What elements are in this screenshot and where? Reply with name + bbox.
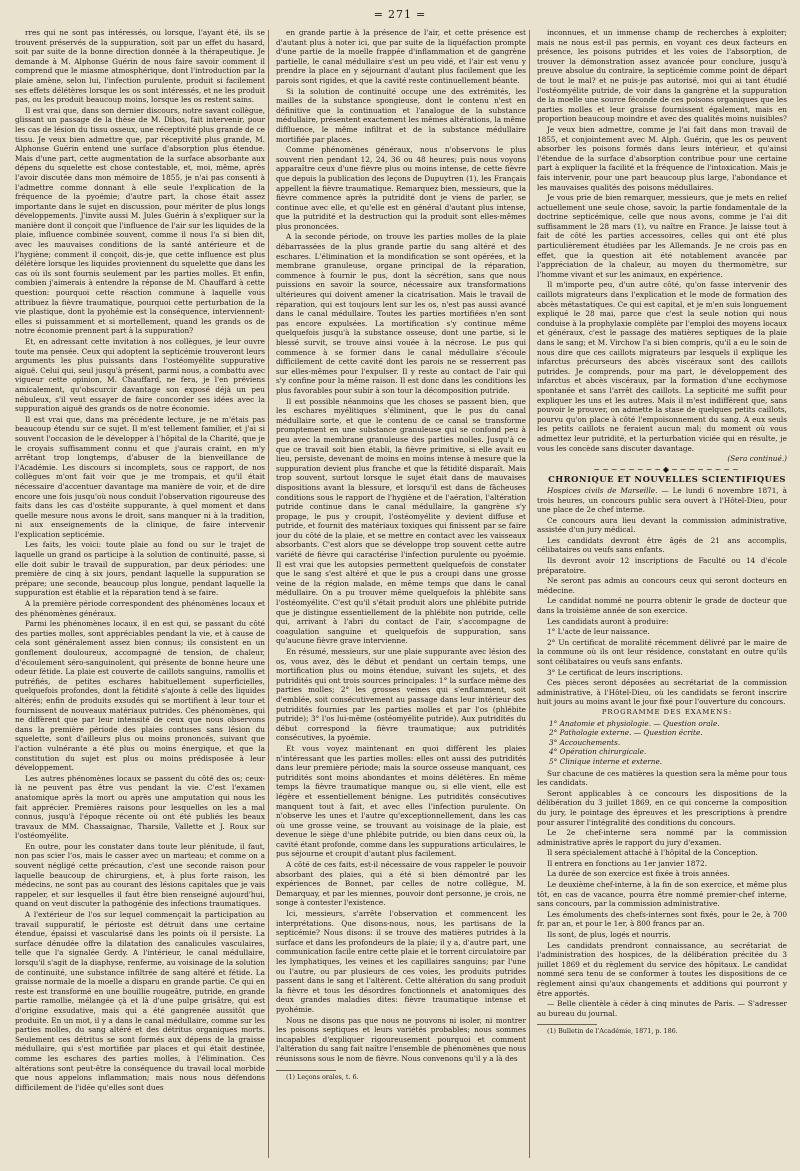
body-paragraph: Ne seront pas admis au concours ceux qui seront docteurs en médecine. xyxy=(537,576,787,595)
news-lead-title: Hospices civils de Marseille. xyxy=(547,485,658,495)
news-lead-text: — Le lundi 6 novembre 1871, à trois heures, un concours public sera ouvert à l'Hôtel-Dieu, pour une place de 2e chef interne. xyxy=(537,485,787,515)
body-paragraph: Les candidats auront à produire: xyxy=(547,616,669,626)
news-lead-paragraph xyxy=(537,486,787,515)
body-paragraph: Ces pièces seront déposées au secrétariat de la commission administrative, à l'Hôtel-Dieu, où les candidats se feront inscrire huit jours au moins avant le jour fixé pour l'ouverture du concours. xyxy=(537,678,787,707)
ornament-divider: ~~~~~~~~◆~~~~~~~~ xyxy=(593,464,741,474)
body-paragraph: Seront applicables à ce concours les dispositions de la délibération du 3 juillet 1869, en ce qui concerne la composition du jury, le pointage des épreuves et les prescriptions à prendre pour assurer l'intégralité des conditions du concours. xyxy=(537,788,787,827)
body-paragraph: En résumé, messieurs, sur une plaie suppurante avec lésion des os, vous avez, dès le début et pendant un certain temps, une mortification plus ou moins étendue, suivant les sujets, et des putridités qui ont trois sources principales: 1° la surface même des parties molles; 2° les grosses veines qui s'enflamment, soit d'emblée, soit consécutivement au passage dans leur intérieur des putridités fournies par les parties molles et par l'os (phlébite putride); 3° l'os lui-même (ostéomyélite putride). Aux putridités du début correspond la fièvre traumatique; aux putridités consécutives, la pyoémie. xyxy=(276,647,526,743)
column-divider xyxy=(268,30,269,1158)
continued-note: (Sera continué.) xyxy=(727,454,787,464)
body-paragraph: Ils sont, de plus, logés et nourris. xyxy=(547,930,671,940)
body-paragraph: Ce concours aura lieu devant la commission administrative, assistée d'un jury médical. xyxy=(537,515,787,535)
exam-list xyxy=(549,719,787,767)
section-title: CHRONIQUE ET NOUVELLES SCIENTIFIQUES xyxy=(548,474,786,485)
body-paragraph: Ils devront avoir 12 inscriptions de Faculté ou 14 d'école préparatoire. xyxy=(537,556,787,575)
footnote-rule xyxy=(276,1070,336,1071)
exam-item: 3° Accouchements. xyxy=(549,737,621,747)
body-paragraph: rres qui ne sont pas intéressés, ou lorsque, l'ayant été, ils se trouvent préservés de la suppuration, soit par un effet du hasard, soit par suite de la bonne direction donnée à la thérapeutique. Je demande à M. Alphonse Guérin de nous faire savoir comment il comprend que le miasme atmosphérique, dont l'introduction par la plaie amène, selon lui, l'infection purulente, produit si facilement ses effets délétères lorsque les os sont intéressés, et ne les produit pas, ou les produit beaucoup moins, lorsque les os restent sains. xyxy=(15,28,265,105)
body-paragraph: Les émoluments des chefs-internes sont fixés, pour le 2e, à 700 fr. par an, et pour le 1er, à 800 francs par an. xyxy=(537,909,787,929)
body-paragraph: Le candidat nommé ne pourra obtenir le grade de docteur que dans la troisième année de son exercice. xyxy=(537,596,787,616)
body-paragraph: La durée de son exercice est fixée à trois années. xyxy=(547,869,730,879)
exam-item: 1° Anatomie et physiologie. — Question orale. xyxy=(549,718,720,728)
body-paragraph: Nous ne disons pas que nous ne pouvons ni isoler, ni montrer les poisons septiques et leurs variétés probables; nous sommes incapables d'expliquer rigoureusement pourquoi et comment l'altération du sang fait naître l'ensemble de phénomènes que nous réunissons sous le nom de fièvre. Nous convenons qu'il y a là des xyxy=(276,1015,526,1063)
body-paragraph: Et vous voyez maintenant en quoi diffèrent les plaies n'intéressant que les parties molles: elles ont aussi des putridités dans leur première période; mais la source osseuse manquant, ces putridités sont moins abondantes et moins délétères. En même temps la fièvre traumatique manque ou, si elle vient, elle est légère et essentiellement bénigne. Les putridités consécutives manquent tout à fait, et avec elles l'infection purulente. On n'observe les unes et l'autre qu'exceptionnellement, dans les cas où une grosse veine, se trouvant au voisinage de la plaie, est devenue le siège d'une phlébite putride, ou bien dans ceux où, la cavité étant profonde, comme dans les suppurations articulaires, le pus séjourne et croupit d'autant plus facilement. xyxy=(276,743,526,859)
body-paragraph: Les candidats prendront connaissance, au secrétariat de l'administration des hospices, de la délibération précitée du 3 juillet 1869 et du règlement du service des hôpitaux. Le candidat nommé sera tenu de se conformer à toutes les dispositions de ce règlement ainsi qu'aux changements et additions qui pourront y être apportés. xyxy=(537,940,787,998)
body-paragraph: — Belle clientèle à céder à cinq minutes de Paris. — S'adresser au bureau du journal. xyxy=(537,999,787,1018)
exam-item: 2° Pathologie externe. — Question écrite. xyxy=(549,728,703,738)
body-paragraph: A l'extérieur de l'os sur lequel commençait la participation au travail suppuratif, le périoste est détruit dans une certaine étendue, épaissi et vascularisé dans les points où il persiste. La surface dénudée offre la dilatation des canalicules vasculaires, telle que l'a signalée Gerdy. A l'intérieur, le canal médullaire, lorsqu'il s'agit de la diaphyse, renferme, au voisinage de la solution de continuité, une substance infiltrée de sang altéré et fétide. La graisse normale de la moelle a disparu en grande partie. Ce qui en reste est transformé en une bouillie rougeâtre, putride, en grande partie ramollie, mélangée çà et là d'une pulpe grisâtre, qui est d'origine exsudative, mais qui a été gangrenée aussitôt que produite. En un mot, il y a dans le canal médullaire, comme sur les parties molles, du sang altéré et des détritus organiques morts. Seulement ces détritus se sont formés aux dépens de la graisse médullaire, qui s'est mortifiée par places et qui était destinée, comme les eschares des parties molles, à l'élimination. Ces altérations sont peut-être la conséquence du travail local morbide que nous appelons inflammation; mais nous nous défendons difficilement de l'idée qu'elles sont dues xyxy=(15,910,265,1092)
body-paragraph: Les candidats devront être âgés de 21 ans accomplis, célibataires ou veufs sans enfants. xyxy=(537,535,787,555)
body-paragraph: Et, en adressant cette invitation à nos collègues, je leur ouvre toute ma pensée. Ceux qui adoptent la septicémie trouveront leurs arguments les plus puissants dans l'ostéomyélite suppurative aiguë. Celui qui, seul jusqu'à présent, parmi nous, a combattu avec vigueur cette opinion, M. Chauffard, ne fera, je l'en préviens amicalement, qu'obscurcir davantage son exposé déjà un peu nébuleux, s'il veut essayer de faire concorder ses idées avec la suppuration aiguë des grands os de notre économie. xyxy=(15,337,265,414)
column-middle xyxy=(276,28,526,1160)
column-left xyxy=(15,28,265,1160)
body-paragraph: en grande partie à la présence de l'air, et cette présence est d'autant plus à noter ici, que par suite de la liquéfaction prompte d'une partie de la moelle frappée d'inflammation et de gangrène partielle, le canal médullaire s'est un peu vidé, et l'air est venu y prendre la place en y séjournant d'autant plus facilement que les parois sont rigides, et que la cavité reste continuellement béante. xyxy=(276,28,526,85)
body-paragraph: Il est vrai que, dans ma précédente lecture, je ne m'étais pas beaucoup étendu sur ce sujet. Il m'est tellement familier, et j'ai si souvent l'occasion de le développer à l'hôpital de la Charité, que je le croyais suffisamment connu et que j'aurais craint, en m'y arrêtant trop longtemps, d'abuser de la bienveillance de l'Académie. Les discours si incomplets, sous ce rapport, de nos collègues m'ont fait voir que je me trompais, et qu'il était nécessaire d'accentuer davantage ma manière de voir, et de dire encore une fois jusqu'où nous conduit l'observation rigoureuse des faits dans les cas d'ostéite suppurante, à quel moment et dans quelle mesure nous avons le droit, sans manquer ni à la tradition, ni aux enseignements de la clinique, de faire intervenir l'explication septicémie. xyxy=(15,414,265,539)
body-paragraph: En outre, pour les constater dans toute leur plénitude, il faut, non pas scier l'os, mais le casser avec un marteau; et comme on a souvent négligé cette précaution, c'est une seconde raison pour laquelle beaucoup de chirurgiens, et, à plus forte raison, les médecins, ne sont pas au courant des lésions capitales que je vais rappeler, et sur lesquelles il faut être bien renseigné aujourd'hui, quand on veut discuter la pathogénie des infections traumatiques. xyxy=(15,841,265,909)
body-paragraph: 3° Le certificat de leurs inscriptions. xyxy=(547,667,683,677)
body-paragraph: Le 2e chef-interne sera nommé par la commission administrative après le rapport du jury d'examen. xyxy=(537,828,787,847)
exam-item: 5° Clinique interne et externe. xyxy=(549,756,663,766)
body-paragraph: Il sera spécialement attaché à l'hôpital de la Conception. xyxy=(547,848,758,858)
body-paragraph: Si la solution de continuité occupe une des extrémités, les mailles de la substance spongieuse, dont le contenu n'est en définitive que la continuation et l'analogue de la substance médullaire, présentent exactement les mêmes altérations, la même diffluence, le même infiltrat et de la substance médullaire mortifiée par places. xyxy=(276,86,526,144)
body-paragraph: A la première période correspondent des phénomènes locaux et des phénomènes généraux. xyxy=(15,599,265,618)
body-paragraph: Les faits, les voici: toute plaie au fond ou sur le trajet de laquelle un grand os participe à la solution de continuité, passe, si elle doit subir le travail de suppuration, par deux périodes: une première de cinq à six jours, pendant laquelle la suppuration se prépare; une seconde, beaucoup plus longue, pendant laquelle la suppuration est établie et la réparation tend à se faire. xyxy=(15,540,265,598)
body-paragraph: A côté de ces faits, est-il nécessaire de vous rappeler le pouvoir absorbant des plaies, qui a été si bien démontré par les expériences de Bonnet, par celles de notre collègue, M. Demarquay, et par les miennes, pouvoir dont personne, je crois, ne songe à contester l'existence. xyxy=(276,860,526,908)
exam-item: 4° Opération chirurgicale. xyxy=(549,747,647,757)
body-paragraph: Comme phénomènes généraux, nous n'observons le plus souvent rien pendant 12, 24, 36 ou 48 heures; puis nous voyons apparaître ceux d'une fièvre plus ou moins intense, de cette fièvre que depuis la publication des leçons de Dupuytren (1), les Français appellent la fièvre traumatique. Remarquez bien, messieurs, que la fièvre commence après la putridité dont je viens de parler, se continue avec elle, et qu'elle est en général d'autant plus intense, que la putridité et la destruction qui la produit sont elles-mêmes plus prononcées. xyxy=(276,145,526,231)
column-divider xyxy=(529,30,530,1158)
exam-program-title: PROGRAMME DES EXAMENS: xyxy=(601,707,733,716)
footnote: (1) Bulletin de l'Académie, 1871, p. 186. xyxy=(547,1027,678,1036)
footnote: (1) Leçons orales, t. 6. xyxy=(286,1072,359,1081)
body-paragraph: Je vous prie de bien remarquer, messieurs, que je mets en relief actuellement une seule chose, savoir, la partie fondamentale de la doctrine septicémique, celle que nous avons, comme je l'ai dit suffisamment le 28 mars (1), vu naître en France. Je laisse tout à fait de côté les parties accessoires, celles qui ont été plus particulièrement étudiées par les Allemands. Je ne crois pas en effet, que la question ait été notablement avancée par l'appréciation de la chaleur, au moyen du thermomètre, sur l'homme vivant et sur les animaux, en expérience. xyxy=(537,193,787,279)
footnote-rule xyxy=(537,1024,597,1025)
body-paragraph: Il entrera en fonctions au 1er janvier 1872. xyxy=(547,858,708,868)
column-right xyxy=(537,28,787,1160)
page-number: = 271 = xyxy=(0,8,800,21)
body-paragraph: Les autres phénomènes locaux se passent du côté des os; ceux-là ne peuvent pas être vus pendant la vie. C'est l'examen anatomique après la mort ou après une amputation qui nous les fait apprécier. Premières raisons pour lesquelles on les a mal connus, jusqu'à l'époque récente où ont été publiés les beaux travaux de MM. Chassaignac, Tharsile, Vallette et J. Roux sur l'ostéomyélite. xyxy=(15,773,265,841)
body-paragraph: 1° L'acte de leur naissance. xyxy=(547,627,650,637)
body-paragraph: Parmi les phénomènes locaux, il en est qui, se passant du côté des parties molles, sont appréciables pendant la vie, et à cause de cela sont généralement assez bien connus; ils consistent en un gonflement douloureux, accompagné de tension, de chaleur, d'écoulement séro-sanguinolent, qui présente de bonne heure une odeur fétide. La plaie est couverte de caillots sanguins, ramollis et putréfiés, de petites eschares habituellement superficielles, quelquefois profondes, dont la fétidité s'ajoute à celle des liquides altérés; enfin de produits exsudés qui se mortifient à leur tour et fournissent de nouveaux matériaux putrides. Ces phénomènes, qui ne diffèrent que par leur intensité de ceux que nous observons dans la première période des plaies contuses sans lésion du squelette, sont d'ailleurs plus ou moins prononcés, suivant que l'action vulnérante a été plus ou moins énergique, et que la constitution du sujet est plus ou moins prédisposée à leur développement. xyxy=(15,619,265,773)
body-paragraph: A la seconde période, on trouve les parties molles de la plaie débarrassées de la plus grande partie du sang altéré et des eschares. L'élimination et la mondification se sont opérées, et la membrane granuleuse, organe principal de la réparation, commence à fournir le pus, dont la sécrétion, sans que nous puissions en savoir la source, nécessaire aux transformations ultérieures qui doivent amener la cicatrisation. Mais le travail de réparation, qui est toujours lent sur les os, n'est pas aussi avancé dans le canal médullaire. Toutes les parties mortifiées n'en sont pas encore expulsées. La mortification s'y continue même quelquefois jusqu'à la substance osseuse, dont une partie, si le blessé survit, se trouve ainsi vouée à la nécrose. Le pus qui commence à se former dans le canal médullaire s'écoule difficilement de cette cavité dont les parois ne se resserrent pas sur elles-mêmes pour l'expulser. Il y reste au contact de l'air qui s'y confine pour la même raison. Il est donc dans les conditions les plus favorables pour subir à son tour la décomposition putride. xyxy=(276,232,526,395)
body-paragraph: Je veux bien admettre, comme je l'ai fait dans mon travail de 1855, et conjointement avec M. Alph. Guérin, que les os peuvent absorber les poisons formés dans leurs intérieur, et qu'ainsi l'étendue de la surface d'absorption contribue pour une certaine part à expliquer la facilité et la fréquence de l'intoxication. Mais je fais intervenir, pour une part beaucoup plus large, l'abondance et les mauvaises qualités des poisons médullaires. xyxy=(537,124,787,192)
body-paragraph: Sur chacune de ces matières la question sera la même pour tous les candidats. xyxy=(537,768,787,788)
body-paragraph: Il est vrai que, dans son dernier discours, notre savant collègue, glissant un passage de la thèse de M. Dibos, fait intervenir, pour les cas de lésion du tissu osseux, une réceptivité plus grande de ce tissu. Je veux bien admettre que, par réceptivité plus grande, M. Alphonse Guérin entend une surface d'absorption plus étendue. Mais d'une part, cette augmentation de la surface absorbante aux dépens du squelette est chose contestable, et, moi, même, après l'avoir discutée dans mon mémoire de 1855, je n'ai pas consenti à l'admettre comme donnant à elle seule l'explication de la fréquence de la pyoémie; d'autre part, la chose était assez importante dans le sujet en discussion, pour mériter de plus longs développements. J'invite aussi M. Jules Guérin à s'expliquer sur la manière dont il conçoit que l'influence de l'air sur les liquides de la plaie, influence combinée souvent, comme il nous l'a si bien dit, avec les mauvaises conditions de la santé antérieure et de l'hygiène; comment il conçoit, dis-je, que cette influence est plus délétère lorsque les liquides proviennent du squelette que dans les cas où ils sont fournis seulement par les parties molles. Et enfin, combien j'aimerais à entendre la réponse de M. Chauffard à cette question: pourquoi cette réaction commune à laquelle vous attribuez la fièvre traumatique, pourquoi cette perturbation de la vie plastique, dont la pyohémie est la conséquence, interviennent-elles si puissamment et si mortellement, quand les grands os de notre économie prennent part à la suppuration? xyxy=(15,105,265,336)
body-paragraph: 2° Un certificat de moralité récemment délivré par le maire de la commune où ils ont leur résidence, constatant en outre qu'ils sont célibataires ou veufs sans enfants. xyxy=(537,637,787,666)
body-paragraph: inconnues, et un immense champ de recherches à exploiter; mais ne nous est-il pas permis, en voyant ces deux facteurs en présence, les poisons putrides et les voies de l'absorption, de trouver la démonstration assez avancée pour conclure, jusqu'à preuve absolue du contraire, la septicémie comme point de départ de tout le mal? et ne puis-je pas autorisé, moi qui ai tant étudié l'ostéomyélite putride, de voir dans la gangrène et la suppuration de la moelle une source féconde de ces poisons organiques que les parties molles et leur graisse fournissent également, mais en proportion beaucoup moindre et avec des qualités moins nuisibles? xyxy=(537,28,787,124)
body-paragraph: Le deuxième chef-interne, à la fin de son exercice, et même plus tôt, en cas de vacance, pourra être nommé premier-chef interne, sans concours, par la commission administrative. xyxy=(537,880,787,909)
body-paragraph: Ici, messieurs, s'arrête l'observation et commencent les interprétations. Que disons-nous, nous, les partisans de la septicémie? Nous disons: il se trouve des matières putrides à la surface et dans les profondeurs de la plaie; il y a, d'autre part, une communication facile entre cette plaie et le torrent circulatoire par les lymphatiques, les veines et les capillaires sanguins; par l'une ou l'autre, ou par plusieurs de ces voies, les produits putrides passent dans le sang et l'altèrent. Cette altération du sang produit la fièvre et tous les désordres fonctionnels et anatomiques des deux grandes maladies dites: fièvre traumatique intense et pyohémie. xyxy=(276,909,526,1014)
body-paragraph: Il est possible néanmoins que les choses se passent bien, que les eschares myélitiques s'éliminent, que le pus du canal médullaire sorte, et que le contenu de ce canal se transforme promptement en une substance granuleuse qui se confond peu à peu avec la membrane granuleuse des parties molles. Jusqu'à ce que ce travail soit bien établi, la fièvre primitive, si elle avait eu lieu, persiste, devenant de moins en moins intense à mesure que la suppuration devient plus franche et que la fétidité disparaît. Mais trop souvent, surtout lorsque le sujet était dans de mauvaises dispositions avant la blessure, et lorsqu'il est dans de fâcheuses conditions sous le rapport de l'hygiène et de l'aération, l'altération putride continue dans le canal médullaire, la gangrène s'y propage, le pus y croupit, l'ostéomyélite y devient diffuse et putride, et fournit des matériaux toxiques qui finissent par se faire jour du côté de la plaie, et se mettre en contact avec les vaisseaux absorbants. C'est alors que se développe trop souvent cette autre variété de fièvre qui caractérise l'infection purulente ou pyoémie. Il est vrai que les autopsies permettent quelquefois de constater que le sang s'est altéré et que le pus a croupi dans une grosse veine de la région malade, en même temps que dans le canal médullaire. On a pu trouver même quelquefois la phlébite sans l'ostéomyélite. C'est qu'il s'était produit alors une phlébite putride que je distingue essentiellement de la phlébite non putride, celle qui, arrivant à l'abri du contact de l'air, s'accompagne de coagulation sanguine et quelquefois de suppuration, sans qu'aucune fièvre grave intervienne. xyxy=(276,396,526,646)
body-paragraph: Il m'importe peu, d'un autre côté, qu'on fasse intervenir des caillots migrateurs dans l'explication et le mode de formation des abcès métastatiques. Ce qui est capital, et je m'en suis longuement expliqué le 28 mai, parce que c'est la seule notion qui nous conduise à la prophylaxie complète par l'emploi des moyens locaux et généraux, c'est le passage des matières septiques de la plaie dans le sang; et M. Virchow l'a si bien compris, qu'il a eu le soin de nous dire que ces caillots migrateurs par lesquels il explique les infarctus précurseurs des abcès viscéraux sont des caillots putrides. Je comprends, pour ma part, le développement des infarctus et abcès viscéraux, par la formation d'une ecchymose spontanée et sans l'arrêt des caillots. La septicité me suffit pour expliquer les uns et les autres. Mais il m'est indifférent que, sans pouvoir le prouver, on admette la stase de quelques petits caillots, pourvu qu'on place à côté l'empoisonnement du sang. A eux seuls les petits caillots ne feraient aucun mal; du moment où vous admettez leur putridité, et la perturbation viciée qui en résulte, je vous les concède sans discuter davantage. xyxy=(537,280,787,453)
